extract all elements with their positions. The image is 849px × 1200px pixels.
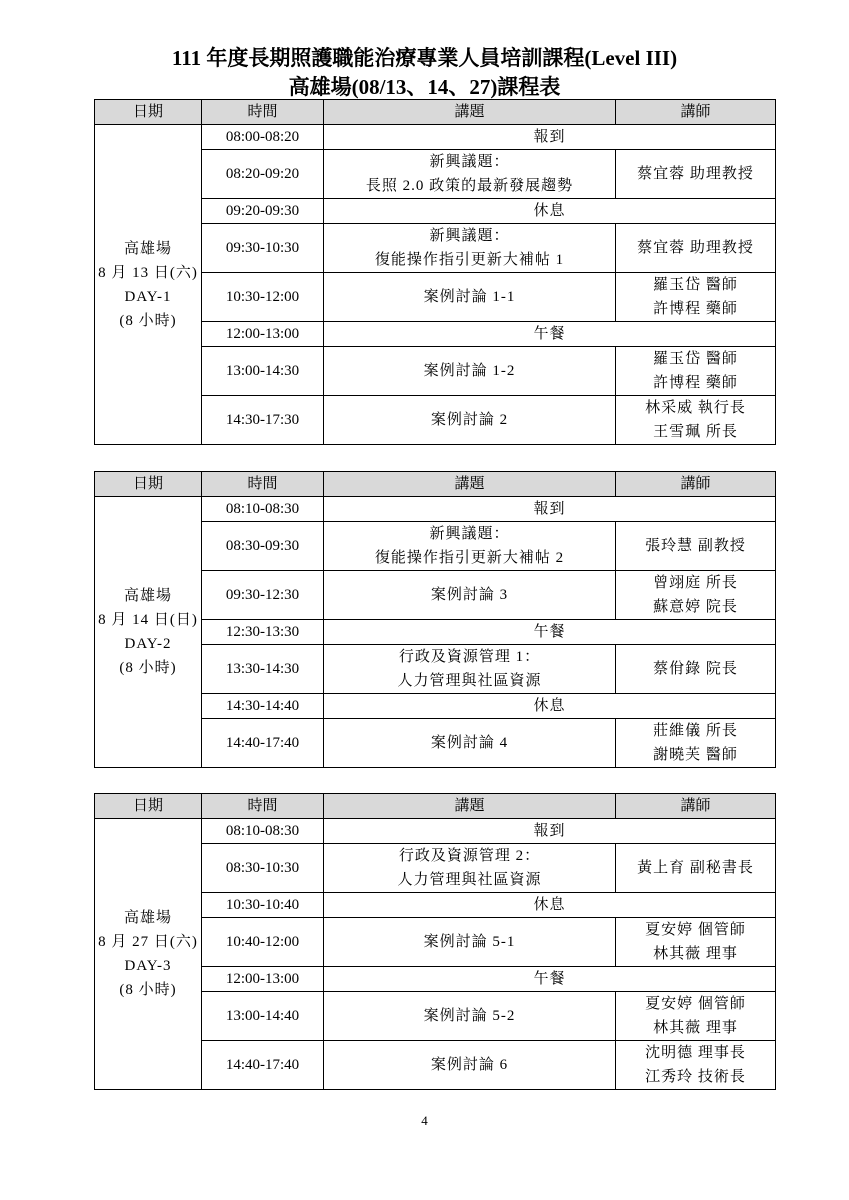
topic-line: 復能操作指引更新大補帖 1: [374, 252, 565, 268]
topic-cell: [324, 645, 616, 694]
speaker-cell: [616, 224, 776, 273]
topic-line: 午餐: [533, 624, 566, 640]
topic-line: 休息: [533, 897, 566, 913]
header-time: 時間: [202, 100, 324, 125]
time-cell: 12:00-13:00: [202, 322, 324, 347]
topic-line: 午餐: [533, 326, 566, 342]
speaker-line: 王雪珮 所長: [653, 424, 738, 440]
table-header-row: [95, 100, 776, 125]
speaker-line: 許博程 藥師: [653, 301, 738, 317]
time-cell: 08:30-10:30: [202, 844, 324, 893]
topic-cell: [324, 1041, 616, 1090]
speaker-line: 林其薇 理事: [653, 946, 738, 962]
time-cell: 13:30-14:30: [202, 645, 324, 694]
date-line: DAY-1: [124, 288, 172, 305]
date-line: DAY-2: [124, 636, 172, 652]
topic-cell: [324, 819, 776, 844]
topic-line: 案例討論 5-2: [423, 1008, 516, 1024]
time-cell: 09:20-09:30: [202, 199, 324, 224]
date-line: (8 小時): [119, 660, 177, 676]
topic-line: 案例討論 1-2: [423, 363, 516, 379]
document-title-line-2: 高雄場(08/13、14、27)課程表: [288, 75, 561, 99]
topic-line: 案例討論 3: [430, 587, 509, 603]
time-cell: 14:30-14:40: [202, 694, 324, 719]
table-row: [95, 125, 776, 150]
time-cell: 14:40-17:40: [202, 719, 324, 768]
date-line: 8 月 27 日(六): [98, 934, 198, 950]
topic-line: 報到: [533, 501, 566, 517]
speaker-cell: [616, 844, 776, 893]
time-cell: 08:10-08:30: [202, 819, 324, 844]
topic-cell: [324, 694, 776, 719]
speaker-line: 曾翊庭 所長: [653, 575, 738, 591]
speaker-line: 夏安婷 個管師: [645, 996, 746, 1012]
speaker-line: 羅玉岱 醫師: [653, 277, 738, 293]
speaker-line: 羅玉岱 醫師: [653, 351, 738, 367]
topic-line: 人力管理與社區資源: [397, 872, 542, 888]
time-cell: 09:30-10:30: [202, 224, 324, 273]
date-line: 高雄場: [123, 910, 172, 926]
speaker-cell: [616, 992, 776, 1041]
header-speaker: 講師: [616, 794, 776, 819]
speaker-cell: [616, 150, 776, 199]
date-line: (8 小時): [119, 312, 177, 329]
table-row: [95, 819, 776, 844]
speaker-line: 沈明德 理事長: [645, 1045, 746, 1061]
topic-cell: [324, 150, 616, 199]
topic-cell: [324, 918, 616, 967]
table-row: [95, 497, 776, 522]
topic-cell: [324, 571, 616, 620]
speaker-cell: [616, 645, 776, 694]
topic-cell: [324, 199, 776, 224]
header-topic: 講題: [324, 472, 616, 497]
speaker-line: 張玲慧 副教授: [645, 538, 746, 554]
time-cell: 14:30-17:30: [202, 396, 324, 445]
topic-line: 行政及資源管理 2：: [398, 848, 541, 864]
topic-cell: [324, 273, 616, 322]
topic-cell: [324, 620, 776, 645]
speaker-cell: [616, 719, 776, 768]
speaker-line: 蔡佾錄 院長: [653, 661, 738, 677]
speaker-line: 蔡宜蓉 助理教授: [637, 240, 754, 256]
date-line: 8 月 13 日(六): [98, 264, 198, 281]
speaker-cell: [616, 347, 776, 396]
speaker-cell: [616, 918, 776, 967]
topic-cell: [324, 224, 616, 273]
speaker-cell: [616, 273, 776, 322]
topic-cell: [324, 967, 776, 992]
header-speaker: 講師: [616, 472, 776, 497]
speaker-cell: [616, 396, 776, 445]
header-date: 日期: [95, 100, 202, 125]
header-speaker: 講師: [616, 100, 776, 125]
date-cell: [95, 125, 202, 445]
speaker-line: 林采威 執行長: [645, 400, 746, 416]
topic-line: 報到: [533, 129, 566, 145]
topic-line: 午餐: [533, 971, 566, 987]
date-cell: [95, 497, 202, 768]
speaker-line: 江秀玲 技術長: [645, 1069, 746, 1085]
speaker-cell: [616, 571, 776, 620]
speaker-cell: [616, 522, 776, 571]
page-number: 4: [421, 1113, 428, 1128]
speaker-line: 林其薇 理事: [653, 1020, 738, 1036]
topic-cell: [324, 844, 616, 893]
speaker-line: 蘇意婷 院長: [653, 599, 738, 615]
topic-cell: [324, 347, 616, 396]
time-cell: 09:30-12:30: [202, 571, 324, 620]
speaker-line: 許博程 藥師: [653, 375, 738, 391]
topic-line: 報到: [533, 823, 566, 839]
time-cell: 08:20-09:20: [202, 150, 324, 199]
time-cell: 12:30-13:30: [202, 620, 324, 645]
topic-cell: [324, 322, 776, 347]
header-topic: 講題: [324, 794, 616, 819]
date-line: (8 小時): [119, 982, 177, 998]
table-header-row: [95, 794, 776, 819]
topic-line: 案例討論 4: [430, 735, 509, 751]
date-cell: [95, 819, 202, 1090]
topic-cell: [324, 125, 776, 150]
topic-line: 案例討論 5-1: [423, 934, 516, 950]
header-time: 時間: [202, 794, 324, 819]
time-cell: 12:00-13:00: [202, 967, 324, 992]
time-cell: 08:00-08:20: [202, 125, 324, 150]
topic-cell: [324, 497, 776, 522]
topic-line: 案例討論 6: [430, 1057, 509, 1073]
speaker-line: 蔡宜蓉 助理教授: [637, 166, 754, 182]
time-cell: 14:40-17:40: [202, 1041, 324, 1090]
topic-cell: [324, 396, 616, 445]
schedule-table-day-3: [94, 793, 776, 1090]
header-time: 時間: [202, 472, 324, 497]
time-cell: 10:30-10:40: [202, 893, 324, 918]
speaker-line: 謝曉芙 醫師: [653, 747, 738, 763]
schedule-table-day-2: [94, 471, 776, 768]
topic-cell: [324, 719, 616, 768]
header-date: 日期: [95, 794, 202, 819]
topic-line: 行政及資源管理 1：: [398, 649, 541, 665]
topic-line: 復能操作指引更新大補帖 2: [374, 550, 565, 566]
schedule-table-day-1: [94, 99, 776, 445]
table-header-row: [95, 472, 776, 497]
time-cell: 08:30-09:30: [202, 522, 324, 571]
speaker-line: 黃上育 副秘書長: [637, 860, 754, 876]
topic-line: 新興議題：: [429, 228, 510, 244]
document-title-line-1: 111 年度長期照護職能治療專業人員培訓課程(Level III): [171, 46, 678, 70]
topic-line: 案例討論 1-1: [423, 289, 516, 305]
date-line: DAY-3: [124, 958, 172, 974]
topic-cell: [324, 992, 616, 1041]
time-cell: 10:30-12:00: [202, 273, 324, 322]
topic-line: 新興議題：: [429, 526, 510, 542]
date-line: 高雄場: [123, 240, 172, 257]
speaker-line: 莊維儀 所長: [653, 723, 738, 739]
topic-line: 長照 2.0 政策的最新發展趨勢: [365, 178, 574, 194]
topic-line: 案例討論 2: [430, 412, 509, 428]
time-cell: 10:40-12:00: [202, 918, 324, 967]
topic-line: 新興議題：: [429, 154, 510, 170]
topic-cell: [324, 893, 776, 918]
header-date: 日期: [95, 472, 202, 497]
date-line: 8 月 14 日(日): [98, 612, 198, 628]
speaker-cell: [616, 1041, 776, 1090]
header-topic: 講題: [324, 100, 616, 125]
topic-line: 休息: [533, 698, 566, 714]
time-cell: 13:00-14:40: [202, 992, 324, 1041]
topic-line: 休息: [533, 203, 566, 219]
topic-cell: [324, 522, 616, 571]
time-cell: 13:00-14:30: [202, 347, 324, 396]
date-line: 高雄場: [123, 588, 172, 604]
time-cell: 08:10-08:30: [202, 497, 324, 522]
topic-line: 人力管理與社區資源: [397, 673, 542, 689]
speaker-line: 夏安婷 個管師: [645, 922, 746, 938]
